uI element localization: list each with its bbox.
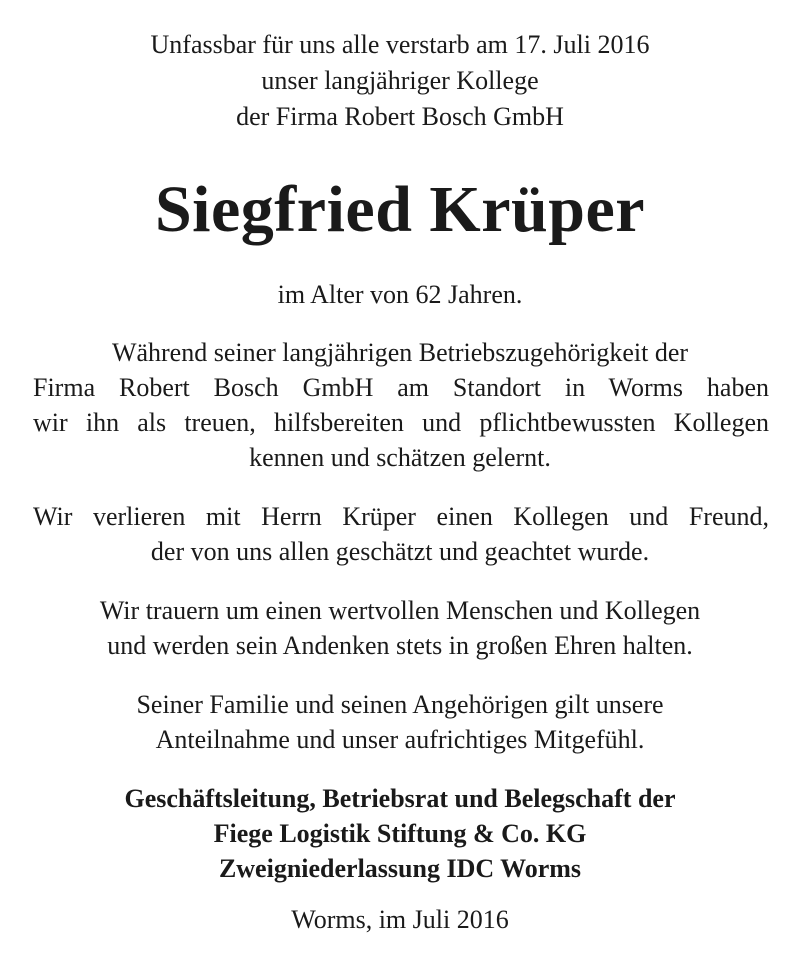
- paragraph-4-line-1: Seiner Familie und seinen Angehörigen gilt unsere: [136, 690, 664, 719]
- signature-line-2: Fiege Logistik Stiftung & Co. KG: [213, 819, 587, 848]
- paragraph-4-line-2: Anteilnahme und unser aufrichtiges Mitgefühl.: [155, 725, 645, 754]
- paragraph-1-line-4: kennen und schätzen gelernt.: [249, 443, 551, 472]
- paragraph-3-line-2: und werden sein Andenken stets in großen Ehren halten.: [107, 631, 693, 660]
- signature-line-3: Zweigniederlassung IDC Worms: [218, 854, 582, 883]
- paragraph-1-line-2: Firma Robert Bosch GmbH am Standort in Worms haben: [33, 373, 769, 402]
- age-line: im Alter von 62 Jahren.: [277, 280, 523, 309]
- paragraph-2-line-1: Wir verlieren mit Herrn Krüper einen Kollegen und Freund,: [33, 502, 769, 531]
- place-date: Worms, im Juli 2016: [291, 905, 509, 934]
- intro-line-1: Unfassbar für uns alle verstarb am 17. Juli 2016: [150, 30, 650, 59]
- paragraph-3-line-1: Wir trauern um einen wertvollen Menschen und Kollegen: [99, 596, 701, 625]
- paragraph-2-line-2: der von uns allen geschätzt und geachtet wurde.: [150, 537, 650, 566]
- paragraph-1-line-3: wir ihn als treuen, hilfsbereiten und pflichtbewussten Kollegen: [33, 408, 769, 437]
- deceased-name: Siegfried Krüper: [154, 173, 646, 246]
- signature-line-1: Geschäftsleitung, Betriebsrat und Belegschaft der: [124, 784, 676, 813]
- paragraph-1-line-1: Während seiner langjährigen Betriebszugehörigkeit der: [111, 338, 689, 367]
- intro-line-2: unser langjähriger Kollege: [261, 66, 539, 95]
- intro-line-3: der Firma Robert Bosch GmbH: [236, 102, 564, 131]
